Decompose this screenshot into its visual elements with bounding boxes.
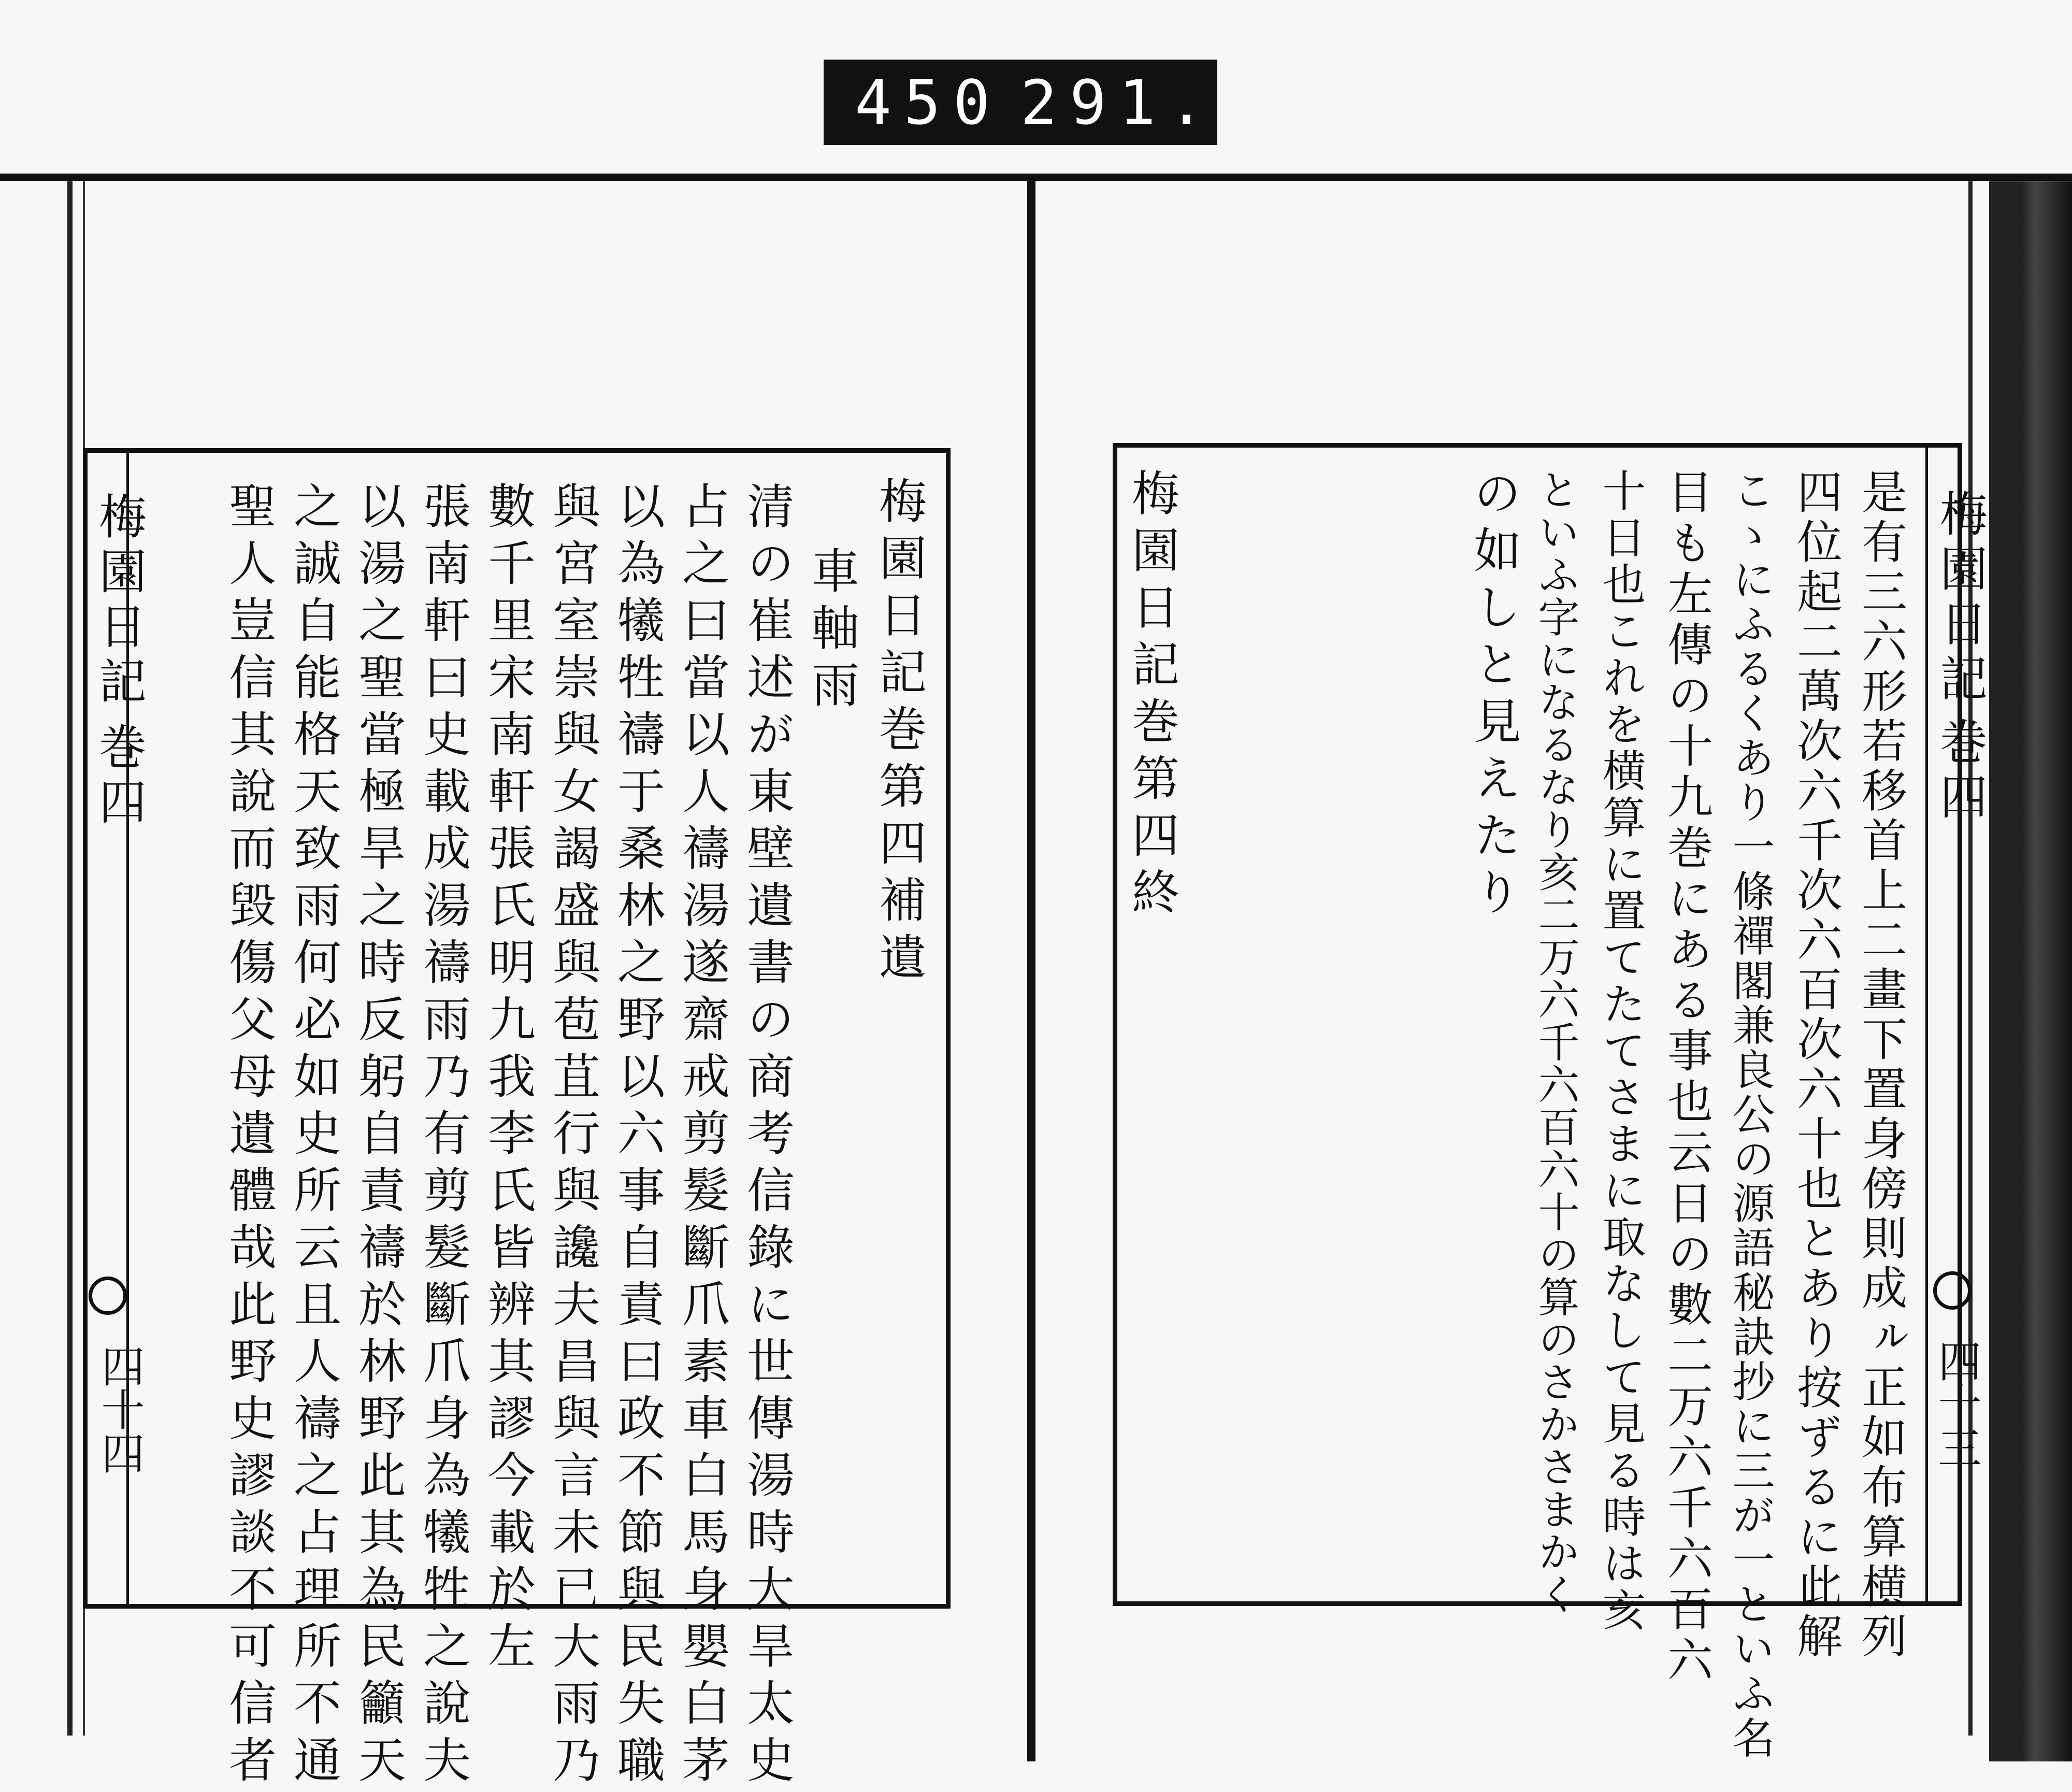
film-roll-number: 450 bbox=[855, 66, 1003, 138]
film-frame-label bbox=[824, 60, 1217, 145]
left-column-7: 數千里宋南軒張氏明九我李氏皆辨其謬今載於左 bbox=[480, 481, 536, 1678]
right-column-4: 目も左傳の十九巻にある事也云日の數二万六千六百六 bbox=[1660, 468, 1714, 1687]
book-spine-gutter bbox=[1027, 176, 1035, 1761]
left-fishtail-mark bbox=[89, 1277, 127, 1315]
page-edge-right bbox=[1968, 181, 1973, 1736]
right-column-6: といふ字になるなり亥二万六千六百六十の算のさかさまかく bbox=[1531, 468, 1579, 1615]
right-folio: 四十三 bbox=[1931, 1339, 1982, 1469]
book-fore-edge-right bbox=[1989, 181, 2072, 1761]
right-column-2: 四位起二萬次六千次六百次六十也とあり按ずるに此解 bbox=[1790, 468, 1843, 1662]
left-column-3: 清の崔述が東壁遺書の商考信錄に世傳湯時大旱太史 bbox=[739, 481, 795, 1792]
right-margin-title: 梅園日記 bbox=[1932, 489, 1988, 709]
left-margin-title: 梅園日記 bbox=[91, 492, 147, 711]
left-folio: 四十四 bbox=[94, 1344, 145, 1474]
left-column-2: 車軸雨 bbox=[804, 546, 859, 717]
left-column-10: 之誠自能格天致雨何必如史所云且人禱之占理所不通 bbox=[286, 481, 341, 1792]
right-column-8: 梅園日記巻第四終 bbox=[1124, 468, 1179, 924]
right-column-7: の如しと見えたり bbox=[1466, 468, 1521, 924]
film-frame-number: 291. bbox=[1020, 66, 1217, 138]
right-fishtail-mark bbox=[1933, 1271, 1972, 1310]
left-column-6: 與宮室崇與女謁盛與苞苴行與讒夫昌與言未已大雨乃 bbox=[545, 481, 600, 1792]
left-column-9: 以湯之聖當極旱之時反躬自責禱於林野此其為民籲天 bbox=[351, 481, 406, 1792]
left-column-11: 聖人豈信其說而毀傷父母遺體哉此野史謬談不可信者 bbox=[221, 481, 277, 1792]
right-column-5: 十日也これを横算に置てたてさまに取なして見る時は亥 bbox=[1595, 468, 1646, 1634]
left-column-5: 以為犧牲禱于桑林之野以六事自責曰政不節與民失職 bbox=[610, 481, 665, 1792]
book-top-edge bbox=[0, 174, 2072, 181]
right-margin-volume: 巻四 bbox=[1932, 717, 1988, 827]
right-column-3: こゝにふるくあり一條禪閣兼良公の源語秘訣抄に三が一といふ名 bbox=[1725, 468, 1775, 1760]
right-page-frame bbox=[1113, 443, 1988, 1760]
left-column-4: 占之曰當以人禱湯遂齋戒剪髮斷爪素車白馬身嬰白茅 bbox=[674, 481, 730, 1792]
left-page-frame bbox=[83, 448, 951, 1792]
left-column-1: 梅園日記巻第四補遺 bbox=[871, 476, 927, 989]
right-column-1: 是有三六形若移首上二畫下置身傍則成ㇽ正如布算横列 bbox=[1854, 468, 1908, 1662]
left-margin-volume: 巻四 bbox=[91, 722, 147, 832]
left-column-8: 張南軒曰史載成湯禱雨乃有剪髮斷爪身為犧牲之說夫 bbox=[415, 481, 471, 1792]
page-edge-left bbox=[67, 181, 73, 1736]
